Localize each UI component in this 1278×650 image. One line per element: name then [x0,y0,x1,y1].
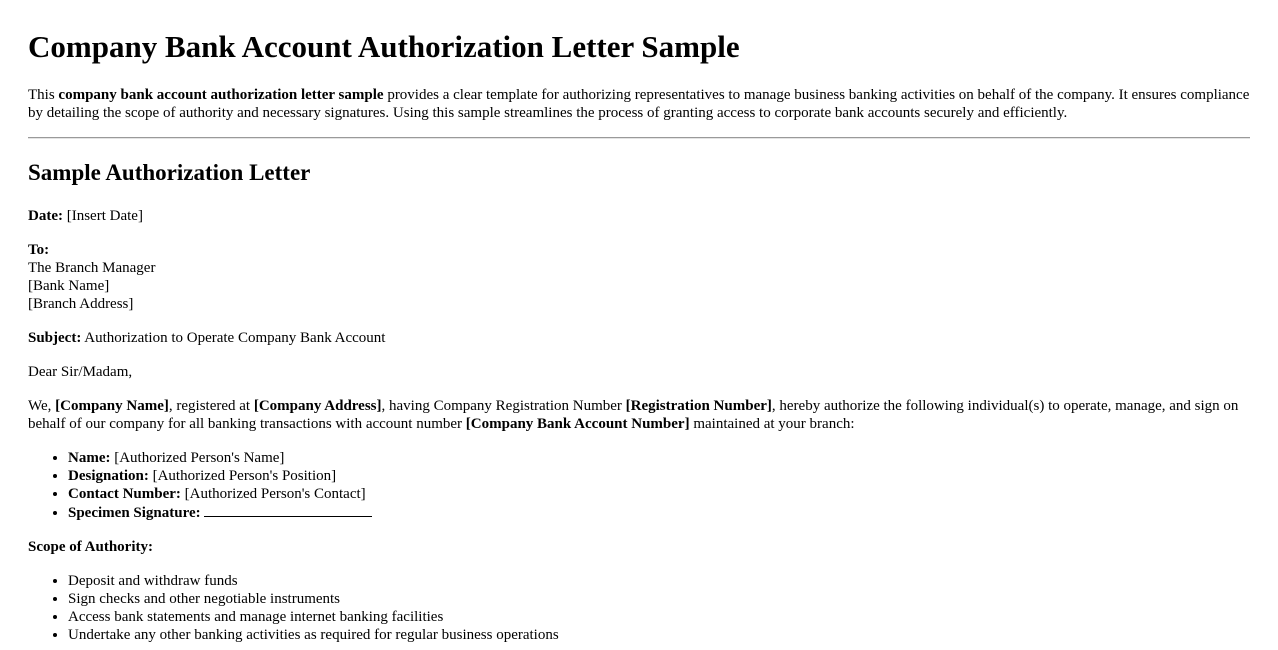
recipient-line: [Branch Address] [28,296,134,312]
account-number-placeholder: [Company Bank Account Number] [465,416,690,432]
list-item [68,485,1250,503]
registration-number-placeholder: [Registration Number] [625,398,772,414]
item-value: [Authorized Person's Position] [148,468,337,484]
recipient-line: [Bank Name] [28,278,110,294]
item-label: Specimen Signature: [68,505,201,521]
list-item [68,449,1250,467]
list-item [68,467,1250,485]
date-value: [Insert Date] [62,208,143,224]
intro-keyword: company bank account authorization letter sample [58,87,384,103]
date-label: Date: [28,208,63,224]
section-title: Sample Authorization Letter [28,160,311,185]
intro-paragraph [28,86,1250,122]
company-address-placeholder: [Company Address] [253,398,382,414]
intro-text-pre: This [28,87,59,103]
scope-label: Scope of Authority: [28,539,153,555]
salutation: Dear Sir/Madam, [28,364,133,380]
item-label: Name: [68,450,111,466]
to-label: To: [28,242,50,258]
list-item: • Access bank statements and manage internet banking facilities [68,608,1250,626]
item-label: Designation: [68,468,149,484]
company-name-placeholder: [Company Name] [55,398,169,414]
item-value: [Authorized Person's Contact] [180,486,366,502]
subject-value: Authorization to Operate Company Bank Account [81,330,386,346]
recipient-line: The Branch Manager [28,260,156,276]
item-value: [Authorized Person's Name] [110,450,285,466]
intro-text-post: provides a clear template for authorizing representatives to manage business banking activities on behalf of the company. It ensures compliance by detailing the scope of authority and necessary signatures. Using this sample streamlines the process of granting access to corporate bank accounts securely and efficiently. [28,87,1250,121]
list-item: • Deposit and withdraw funds [68,572,1250,590]
subject-label: Subject: [28,330,82,346]
body-text: maintained at your branch: [689,416,855,432]
authorized-person-list [28,449,1250,522]
signature-line [204,503,372,517]
page-title: Company Bank Account Authorization Letter Sample [28,29,740,64]
list-item [68,503,1250,522]
item-label: Contact Number: [68,486,181,502]
scope-list [28,572,1250,644]
date-line [28,207,1250,225]
body-text: , having Company Registration Number [381,398,626,414]
body-text: We, [28,398,56,414]
subject-line [28,329,1250,347]
body-text: , registered at [168,398,254,414]
body-text: , hereby authorize the following individual(s) to operate, manage, and sign on behalf of our company for all banking transactions with account number [28,398,1239,432]
recipient-block [28,241,1250,313]
document-page [28,0,1250,644]
divider [28,137,1250,139]
list-item: • Undertake any other banking activities as required for regular business operations [68,626,1250,644]
body-paragraph [28,397,1250,433]
list-item: • Sign checks and other negotiable instruments [68,590,1250,608]
scope-heading [28,538,1250,556]
